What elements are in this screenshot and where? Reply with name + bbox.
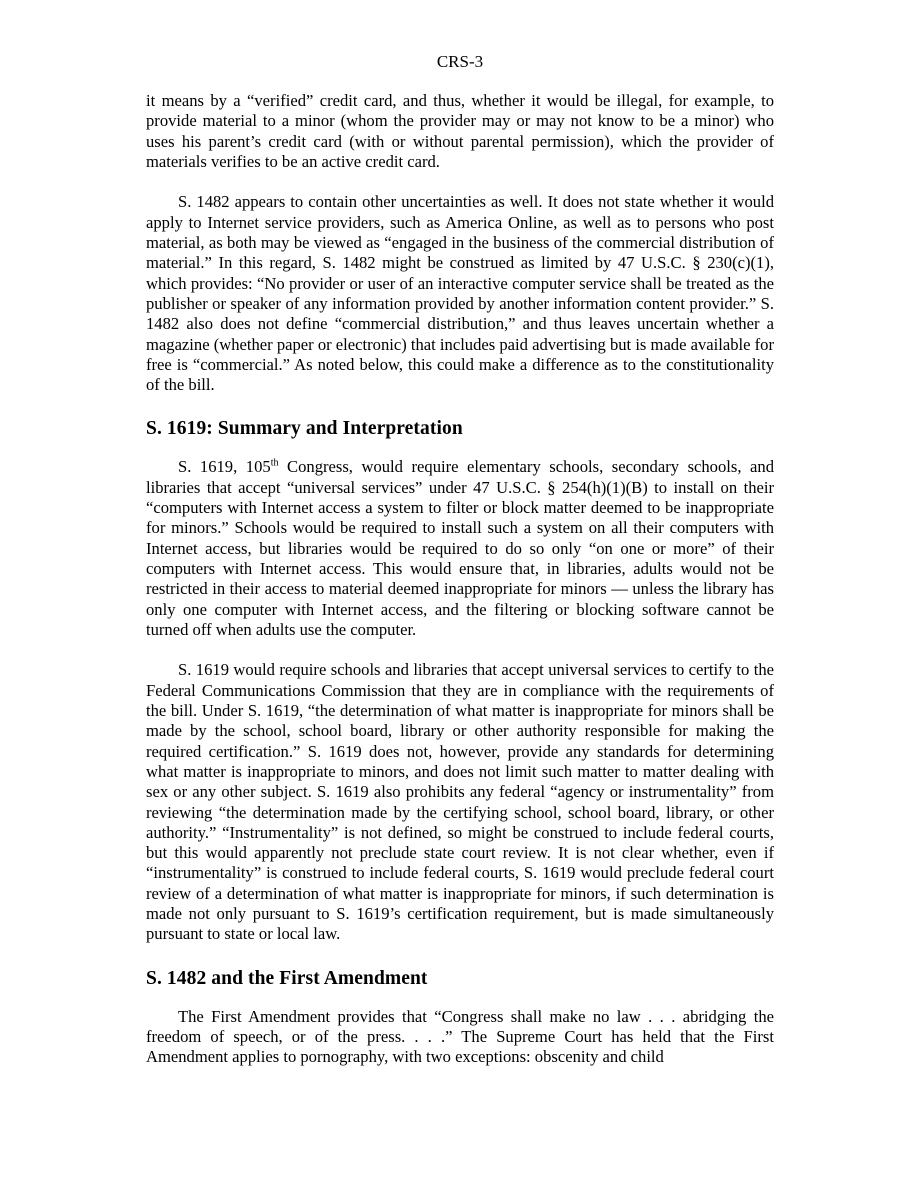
paragraph-verified-credit-card: it means by a “verified” credit card, and thus, whether it would be illegal, for example, to provide material to a minor (whom the provider may or may not know to be a minor) who uses his parent’s credit card (with or without parental permission), which the provider of materials verifies to be an active credit card.	[146, 91, 774, 171]
section-heading-s1619-summary: S. 1619: Summary and Interpretation	[146, 418, 463, 440]
paragraph-s1619-rest: Congress, would require elementary schools, secondary schools, and libraries that accept “universal services” under 47 U.S.C. § 254(h)(1)(B) to install on their “computers with Internet access a system to filter or block matter deemed to be inappropriate for minors.” Schools would be required to install such a system on all their computers with Internet access, but libraries would be required to do so only “on one or more” of their computers with Internet access. This would ensure that, in libraries, adults would not be restricted in their access to material deemed inappropriate for minors — unless the library has only one computer with Internet access, and the filtering or blocking software cannot be turned off when adults use the computer.	[146, 457, 774, 639]
paragraph-s1482-uncertainties: S. 1482 appears to contain other uncertainties as well. It does not state whether it would apply to Internet service providers, such as America Online, as well as to persons who post material, as both may be viewed as “engaged in the business of the commercial distribution of material.” In this regard, S. 1482 might be construed as limited by 47 U.S.C. § 230(c)(1), which provides: “No provider or user of an interactive computer service shall be treated as the publisher or speaker of any information provided by another information content provider.” S. 1482 also does not define “commercial distribution,” and thus leaves uncertain whether a magazine (whether paper or electronic) that includes paid advertising but is made available for free is “commercial.” As noted below, this could make a difference as to the constitutionality of the bill.	[146, 192, 775, 395]
ordinal-superscript: th	[270, 457, 279, 469]
paragraph-s1619-lead: S. 1619, 105	[178, 457, 271, 477]
paragraph-s1619-certification: S. 1619 would require schools and libraries that accept universal services to certify to the Federal Communications Commission that they are in compliance with the requirements of the bill. Under S. 1619, “the determination of what matter is inappropriate for minors shall be made by the school, school board, library or other authority responsible for making the required certification.” S. 1619 does not, however, provide any standards for determining what matter is inappropriate to minors, and does not limit such matter to matter dealing with sex or any other subject. S. 1619 also prohibits any federal “agency or instrumentality” from reviewing “the determination made by the certifying school, school board, library, or other authority.” “Instrumentality” is not defined, so might be construed to include federal courts, but this would apparently not preclude state court review. It is not clear whether, even if “instrumentality” is construed to include federal courts, S. 1619 would preclude federal court review of a determination of what matter is inappropriate for minors, if such determination is made not only pursuant to S. 1619’s certification requirement, but is made simultaneously pursuant to state or local law.	[146, 660, 774, 944]
section-heading-first-amendment: S. 1482 and the First Amendment	[146, 967, 428, 989]
paragraph-s1619-summary	[146, 457, 774, 640]
paragraph-first-amendment: The First Amendment provides that “Congress shall make no law . . . abridging the freedom of speech, or of the press. . . .” The Supreme Court has held that the First Amendment applies to pornography, with two exceptions: obscenity and child	[146, 1006, 774, 1067]
document-page	[146, 52, 774, 1067]
page-header-label: CRS-3	[436, 52, 484, 71]
